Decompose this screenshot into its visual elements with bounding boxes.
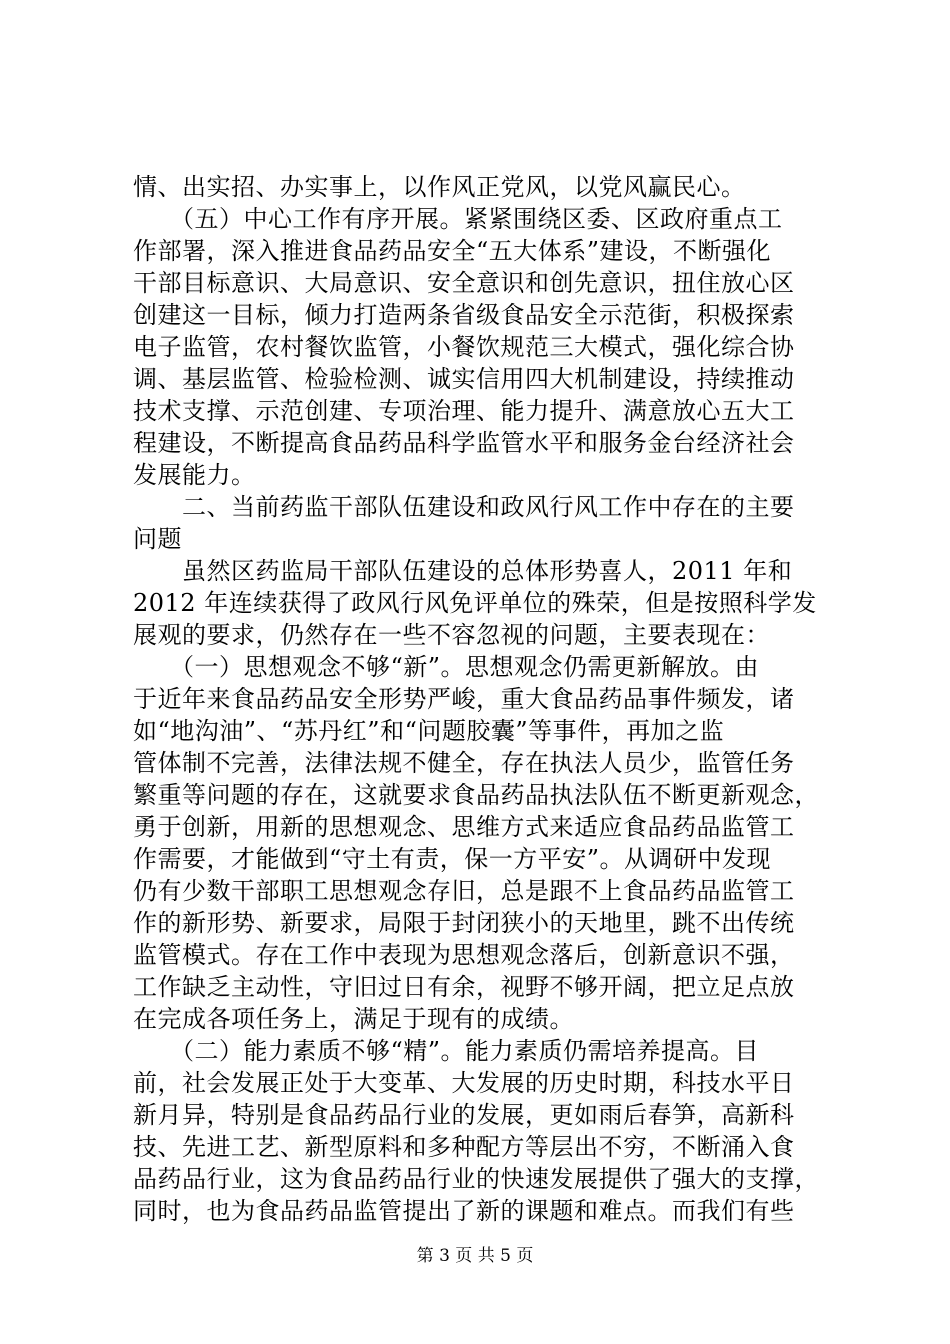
text-line: （一）思想观念不够“新”。思想观念仍需更新解放。由 — [133, 653, 760, 681]
text-line: 技、先进工艺、新型原料和多种配方等层出不穷，不断涌入食 — [133, 1133, 795, 1161]
text-line: （二）能力素质不够“精”。能力素质仍需培养提高。目 — [133, 1037, 760, 1065]
text-line: 在完成各项任务上，满足于现有的成绩。 — [133, 1005, 574, 1033]
text-line: 同时，也为食品药品监管提出了新的课题和难点。而我们有些 — [133, 1197, 795, 1225]
text-line: 前，社会发展正处于大变革、大发展的历史时期，科技水平日 — [133, 1069, 795, 1097]
text-line: 管体制不完善，法律法规不健全，存在执法人员少，监管任务 — [133, 749, 795, 777]
text-line: 程建设，不断提高食品药品科学监管水平和服务金台经济社会 — [133, 429, 795, 457]
text-line: 2012 年连续获得了政风行风免评单位的殊荣，但是按照科学发 — [133, 589, 817, 617]
text-line: 监管模式。存在工作中表现为思想观念落后，创新意识不强， — [133, 941, 795, 969]
text-line: 干部目标意识、大局意识、安全意识和创先意识，扭住放心区 — [133, 269, 795, 297]
text-line: （五）中心工作有序开展。紧紧围绕区委、区政府重点工 — [133, 205, 783, 233]
text-line: 于近年来食品药品安全形势严峻，重大食品药品事件频发，诸 — [133, 685, 795, 713]
text-line: 勇于创新，用新的思想观念、思维方式来适应食品药品监管工 — [133, 813, 795, 841]
text-line: 繁重等问题的存在，这就要求食品药品执法队伍不断更新观念， — [133, 781, 819, 809]
text-line: 电子监管，农村餐饮监管，小餐饮规范三大模式，强化综合协 — [133, 333, 795, 361]
text-line: 创建这一目标，倾力打造两条省级食品安全示范街，积极探索 — [133, 301, 795, 329]
page-number-footer: 第 3 页 共 5 页 — [416, 1246, 534, 1266]
text-line: 如“地沟油”、“苏丹红”和“问题胶囊”等事件，再加之监 — [133, 717, 725, 745]
section-heading-line: 二、当前药监干部队伍建设和政风行风工作中存在的主要 — [133, 493, 795, 521]
text-line: 作部署，深入推进食品药品安全“五大体系”建设，不断强化 — [133, 237, 772, 265]
text-line: 作需要，才能做到“守土有责，保一方平安”。从调研中发现 — [133, 845, 772, 873]
text-line: 发展能力。 — [133, 461, 256, 489]
text-line: 调、基层监管、检验检测、诚实信用四大机制建设，持续推动 — [133, 365, 795, 393]
section-heading-line: 问题 — [133, 525, 182, 553]
text-line: 作的新形势、新要求，局限于封闭狭小的天地里，跳不出传统 — [133, 909, 795, 937]
text-line: 工作缺乏主动性，守旧过日有余，视野不够开阔，把立足点放 — [133, 973, 795, 1001]
text-line: 仍有少数干部职工思想观念存旧，总是跟不上食品药品监管工 — [133, 877, 795, 905]
text-line: 品药品行业，这为食品药品行业的快速发展提供了强大的支撑， — [133, 1165, 819, 1193]
text-line: 展观的要求，仍然存在一些不容忽视的问题，主要表现在： — [133, 621, 770, 649]
text-line: 新月异，特别是食品药品行业的发展，更如雨后春笋，高新科 — [133, 1101, 795, 1129]
text-line: 情、出实招、办实事上，以作风正党风，以党风赢民心。 — [133, 173, 746, 201]
text-line: 技术支撑、示范创建、专项治理、能力提升、满意放心五大工 — [133, 397, 795, 425]
text-line: 虽然区药监局干部队伍建设的总体形势喜人，2011 年和 — [133, 557, 793, 585]
